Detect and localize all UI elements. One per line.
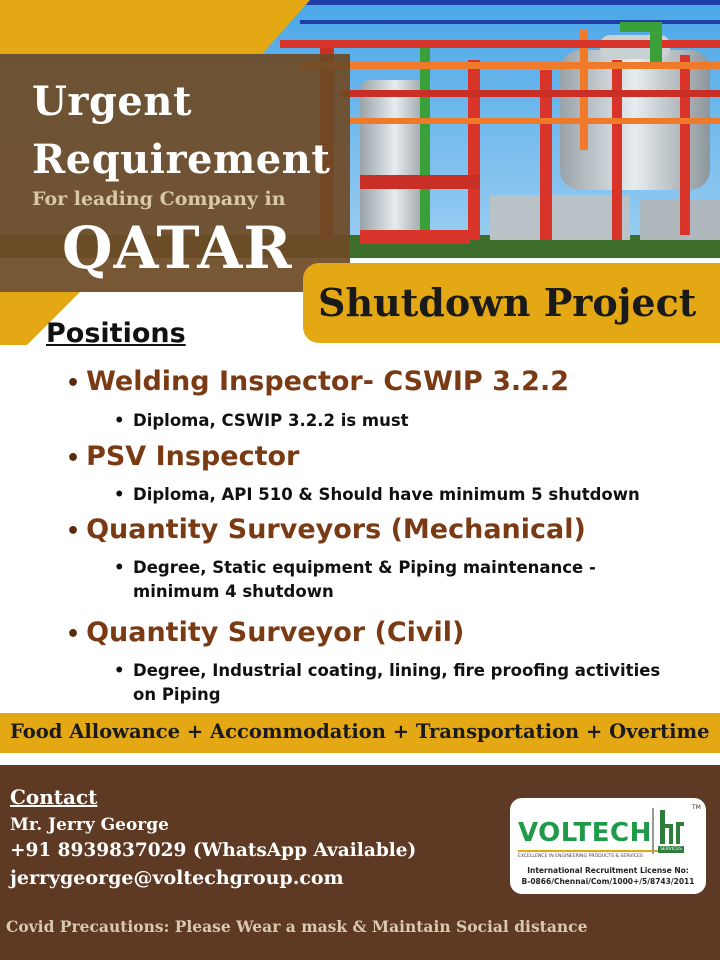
requirement-text: Diploma, CSWIP 3.2.2 is must	[133, 411, 409, 430]
voltech-tagline: EXCELLENCE IN ENGINEERING PRODUCTS & SERVICES	[518, 850, 658, 859]
bullet-icon: •	[114, 558, 125, 577]
project-title: Shutdown Project	[318, 280, 697, 325]
headline-country: QATAR	[62, 214, 293, 282]
trademark-mark: TM	[692, 804, 701, 811]
position-title-text: Welding Inspector- CSWIP 3.2.2	[86, 366, 569, 397]
covid-precautions-note: Covid Precautions: Please Wear a mask & Maintain Social distance	[6, 917, 588, 936]
headline-subtitle: For leading Company in	[32, 188, 286, 210]
hr-services-logo	[652, 808, 686, 854]
position-requirement	[114, 558, 596, 601]
position-title	[66, 441, 299, 472]
bullet-icon: •	[66, 446, 81, 471]
position-title	[66, 514, 586, 545]
contact-phone[interactable]: +91 8939837029 (WhatsApp Available)	[10, 840, 417, 861]
voltech-logo-card	[510, 798, 706, 894]
benefits-text: Food Allowance + Accommodation + Transportation + Overtime	[10, 720, 710, 743]
position-title	[66, 366, 569, 397]
hero-section	[0, 0, 720, 345]
contact-name: Mr. Jerry George	[10, 815, 169, 835]
license-label: International Recruitment License No:	[527, 866, 689, 875]
hr-icon	[660, 810, 684, 844]
contact-email[interactable]: jerrygeorge@voltechgroup.com	[10, 867, 344, 889]
position-title-text: Quantity Surveyors (Mechanical)	[86, 514, 586, 545]
bullet-icon: •	[114, 485, 125, 504]
position-title-text: Quantity Surveyor (Civil)	[86, 617, 465, 648]
position-requirement	[114, 411, 409, 430]
headline-requirement: Requirement	[32, 136, 331, 183]
bullet-icon: •	[66, 371, 81, 396]
requirement-text: Degree, Industrial coating, lining, fire proofing activities	[133, 661, 661, 680]
headline-urgent: Urgent	[32, 78, 192, 125]
voltech-wordmark: VOLTECH	[518, 818, 652, 848]
hr-services-label: SERVICES	[658, 846, 684, 853]
requirement-text-continued: minimum 4 shutdown	[133, 582, 334, 601]
requirement-text-continued: on Piping	[133, 685, 221, 704]
bullet-icon: •	[66, 622, 81, 647]
positions-heading: Positions	[46, 318, 186, 349]
bullet-icon: •	[66, 519, 81, 544]
contact-footer	[0, 765, 720, 960]
position-requirement	[114, 661, 660, 704]
benefits-bar	[0, 713, 720, 753]
requirement-text: Diploma, API 510 & Should have minimum 5 shutdown	[133, 485, 640, 504]
headline-panel	[0, 0, 350, 292]
position-title	[66, 617, 464, 648]
bullet-icon: •	[114, 661, 125, 680]
project-banner	[303, 263, 720, 343]
bullet-icon: •	[114, 411, 125, 430]
requirement-text: Degree, Static equipment & Piping maintenance -	[133, 558, 596, 577]
contact-heading: Contact	[10, 785, 98, 809]
position-title-text: PSV Inspector	[86, 441, 300, 472]
position-requirement	[114, 485, 640, 504]
license-number: B-0866/Chennai/Com/1000+/5/8743/2011	[521, 877, 695, 886]
